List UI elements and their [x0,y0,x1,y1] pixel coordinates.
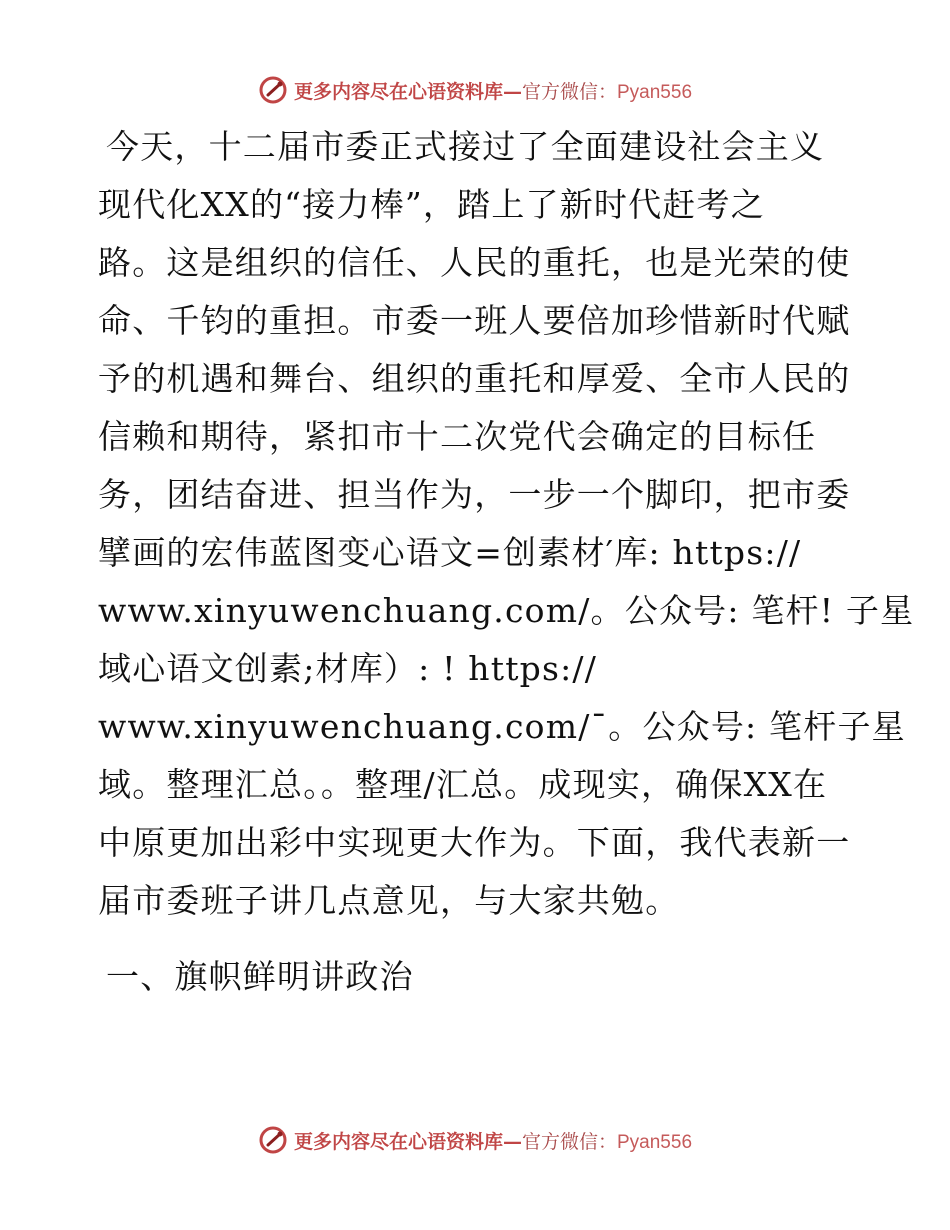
body-line: 务，团结奋进、担当作为，一步一个脚印，把市委 [98,475,851,514]
body-line: 域。整理汇总。。整理/汇总。成现实，确保XX在 [98,765,828,804]
footer-banner-slogan: 更多内容尽在心语资料库— [293,1130,522,1153]
section-heading: 一、旗帜鲜明讲政治 [106,957,414,996]
body-line: 中原更加出彩中实现更大作为。下面，我代表新一 [98,823,851,862]
footer-wechat-id: Pyan556 [617,1131,693,1153]
body-line: 擘画的宏伟蓝图变心语文=创素材′库: https:// [98,533,802,572]
header-banner-text [294,77,692,104]
header-banner-slogan: 更多内容尽在心语资料库— [293,80,522,103]
red-swirl-logo-icon [258,75,288,105]
red-swirl-logo-icon [258,1125,288,1155]
body-line: 届市委班子讲几点意见，与大家共勉。 [98,881,680,920]
header-wechat-label: 官方微信： [521,80,617,103]
body-line: 现代化XX的“接力棒”，踏上了新时代赶考之 [98,185,765,224]
body-line: www.xinyuwenchuang.com/¯。公众号: 笔杆子星 [98,707,906,746]
header-banner [0,70,950,110]
header-wechat-id: Pyan556 [617,81,693,103]
body-line: 予的机遇和舞台、组织的重托和厚爱、全市人民的 [98,359,851,398]
body-line: 今天，十二届市委正式接过了全面建设社会主义 [106,127,825,166]
body-line: www.xinyuwenchuang.com/。公众号: 笔杆! 子星 [98,591,915,630]
footer-banner [0,1120,950,1160]
body-line: 命、千钧的重担。市委一班人要倍加珍惜新时代赋 [98,301,851,340]
footer-wechat-label: 官方微信： [521,1130,617,1153]
body-line: 路。这是组织的信任、人民的重托，也是光荣的使 [98,243,851,282]
body-line: 信赖和期待，紧扣市十二次党代会确定的目标任 [98,417,817,456]
footer-banner-text [294,1127,692,1154]
body-line: 域心语文创素;材库）: ! https:// [98,649,598,688]
document-body [98,118,915,1006]
